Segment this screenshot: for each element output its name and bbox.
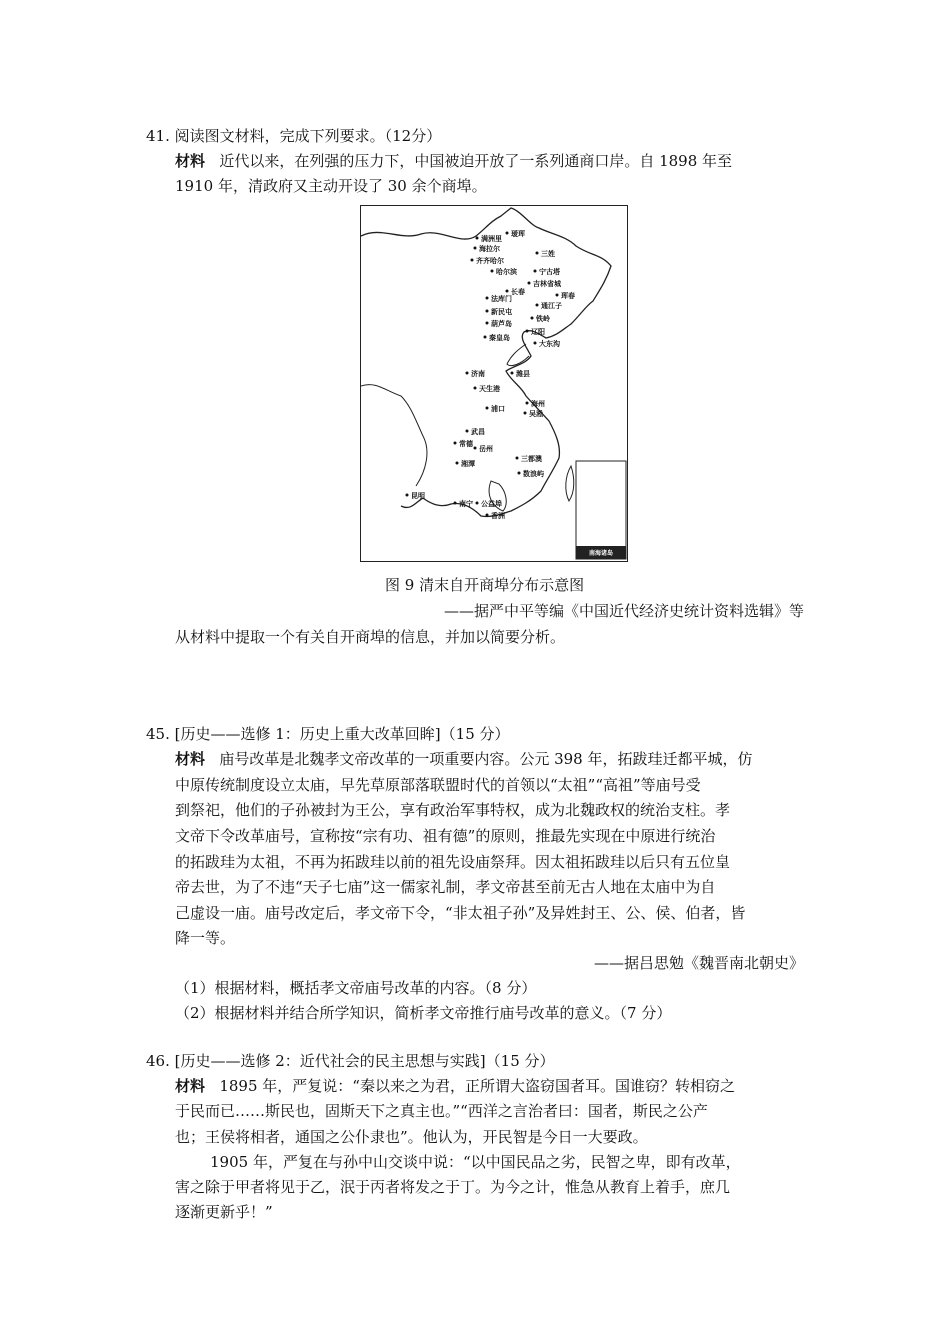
q45-material-label: 材料	[175, 750, 206, 768]
figure-source: ——据严中平等编《中国近代经济史统计资料选辑》等	[443, 602, 804, 620]
city-label: 香洲	[491, 512, 505, 520]
q46-title: [历史——选修 2：近代社会的民主思想与实践]（15 分）	[174, 1052, 555, 1070]
city-label: 三都澳	[521, 455, 542, 463]
city-dot	[486, 297, 489, 300]
city-label: 葫芦岛	[491, 320, 512, 328]
city-dot	[531, 317, 534, 320]
city-dot	[536, 252, 539, 255]
q45-line8: 降一等。	[175, 929, 236, 947]
city-dot	[456, 462, 459, 465]
city-dot	[506, 290, 509, 293]
city-dot	[486, 514, 489, 517]
q45-line6: 帝去世，为了不违“天子七庙”这一儒家礼制，孝文帝甚至前无古人地在太庙中为自	[175, 878, 716, 896]
city-dot	[474, 447, 477, 450]
city-label: 新民屯	[491, 308, 512, 316]
city-label: 通江子	[541, 302, 562, 310]
city-label: 济南	[471, 370, 485, 378]
q41-material-text1: 近代以来，在列强的压力下，中国被迫开放了一系列通商口岸。自 1898 年至	[219, 152, 733, 170]
q45-line7: 己虚设一庙。庙号改定后，孝文帝下令，“非太祖子孙”及异姓封王、公、侯、伯者，皆	[175, 904, 746, 922]
q45-header	[146, 724, 510, 744]
q46-line3: 也；王侯将相者，通国之公仆隶也”。他认为，开民智是今日一大要政。	[175, 1128, 648, 1146]
city-dot	[526, 402, 529, 405]
inset-label: 南海诸岛	[588, 550, 614, 557]
city-dot	[491, 270, 494, 273]
city-label: 吉林省城	[533, 280, 561, 288]
city-label: 海州	[531, 400, 545, 408]
city-label: 满洲里	[481, 235, 502, 243]
city-label: 浦口	[491, 405, 505, 413]
q45-line1-text: 庙号改革是北魏孝文帝改革的一项重要内容。公元 398 年，拓跋珪迁都平城，仿	[219, 750, 753, 768]
q46-line6: 逐渐更新乎！”	[175, 1203, 273, 1221]
city-dot	[486, 310, 489, 313]
city-label: 湘潭	[461, 460, 475, 468]
city-label: 三姓	[541, 250, 555, 258]
q45-line4: 文帝下令改革庙号，宣称按“宗有功、祖有德”的原则，推最先实现在中原进行统治	[175, 827, 716, 845]
q41-number: 41.	[146, 127, 170, 145]
city-dot	[524, 412, 527, 415]
q46-material-label: 材料	[175, 1077, 206, 1095]
q41-material-label: 材料	[175, 152, 206, 170]
q46-line1-text: 1895 年，严复说：“秦以来之为君，正所谓大盗窃国者耳。国谁窃？转相窃之	[219, 1077, 735, 1095]
city-label: 铁岭	[536, 315, 550, 323]
q41-material-line2: 1910 年，清政府又主动开设了 30 余个商埠。	[175, 177, 487, 195]
q46-line2: 于民而已……斯民也，固斯天下之真主也。”“西洋之言治者曰：国者，斯民之公产	[175, 1102, 708, 1120]
figure-caption: 图 9 清末自开商埠分布示意图	[385, 576, 585, 594]
city-label: 数浪屿	[523, 470, 544, 478]
city-label: 岳州	[479, 445, 493, 453]
q45-title: [历史——选修 1：历史上重大改革回眸]（15 分）	[174, 725, 510, 743]
q46-line5: 害之除于甲者将见于乙，泯于丙者将发之于丁。为今之计，惟急从教育上着手，庶几	[175, 1178, 731, 1196]
q41-question: 从材料中提取一个有关自开商埠的信息，并加以简要分析。	[175, 628, 566, 646]
city-dot	[534, 270, 537, 273]
city-dot	[486, 322, 489, 325]
city-dot	[471, 259, 474, 262]
city-label: 长春	[511, 288, 525, 296]
city-dot	[526, 330, 529, 333]
city-label: 武昌	[471, 428, 485, 436]
city-label: 宁古塔	[539, 268, 560, 276]
city-dot	[466, 430, 469, 433]
city-label: 吴淞	[529, 410, 543, 418]
city-dot	[474, 387, 477, 390]
city-dot	[534, 342, 537, 345]
q45-line2: 中原传统制度设立太庙，早先草原部落联盟时代的首领以“太祖”“高祖”等庙号受	[175, 776, 701, 794]
q45-sub1: （1）根据材料，概括孝文帝庙号改革的内容。（8 分）	[175, 979, 537, 997]
city-label: 海拉尔	[479, 245, 500, 253]
city-label: 瑷珲	[511, 230, 525, 238]
city-dot	[486, 407, 489, 410]
city-dot	[474, 247, 477, 250]
city-label: 常德	[459, 440, 473, 448]
q41-header	[146, 126, 441, 146]
city-dot	[536, 304, 539, 307]
q46-number: 46.	[146, 1052, 170, 1070]
city-dot	[406, 494, 409, 497]
city-dot	[518, 472, 521, 475]
q45-line1	[175, 749, 753, 769]
q46-line4: 1905 年，严复在与孙中山交谈中说：“以中国民品之劣，民智之卑，即有改革，	[210, 1153, 741, 1171]
q45-number: 45.	[146, 725, 170, 743]
city-label: 珲春	[561, 292, 575, 300]
city-dot	[476, 237, 479, 240]
q45-line5: 的拓跋珪为太祖，不再为拓跋珪以前的祖先设庙祭拜。因太祖拓跋珪以后只有五位皇	[175, 853, 731, 871]
city-label: 法库门	[491, 295, 512, 303]
city-dot	[454, 442, 457, 445]
city-label: 公益埠	[481, 500, 502, 508]
city-label: 潍县	[516, 370, 530, 378]
city-label: 大东沟	[539, 340, 560, 348]
city-label: 南宁	[459, 500, 473, 508]
city-dot	[556, 294, 559, 297]
city-dot	[476, 502, 479, 505]
city-dot	[516, 457, 519, 460]
q45-source: ——据吕思勉《魏晋南北朝史》	[593, 954, 804, 972]
city-label: 齐齐哈尔	[476, 257, 504, 265]
q41-prompt: 阅读图文材料，完成下列要求。（12分）	[174, 127, 442, 145]
city-dot	[454, 502, 457, 505]
q45-line3: 到祭祀，他们的子孙被封为王公，享有政治军事特权，成为北魏政权的统治支柱。孝	[175, 801, 731, 819]
q45-sub2: （2）根据材料并结合所学知识，简析孝文帝推行庙号改革的意义。（7 分）	[175, 1004, 672, 1022]
city-label: 天生港	[479, 385, 500, 393]
city-label: 辽阳	[531, 328, 545, 336]
city-dot	[484, 336, 487, 339]
city-dot	[506, 232, 509, 235]
q46-line1	[175, 1076, 735, 1096]
city-dot	[466, 372, 469, 375]
city-label-layer	[361, 206, 627, 561]
city-dot	[528, 282, 531, 285]
q41-material-line1	[175, 151, 732, 171]
city-dot	[511, 372, 514, 375]
city-label: 昆明	[411, 492, 425, 500]
q46-header	[146, 1051, 555, 1071]
city-label: 哈尔滨	[496, 268, 517, 276]
city-label: 秦皇岛	[489, 334, 510, 342]
